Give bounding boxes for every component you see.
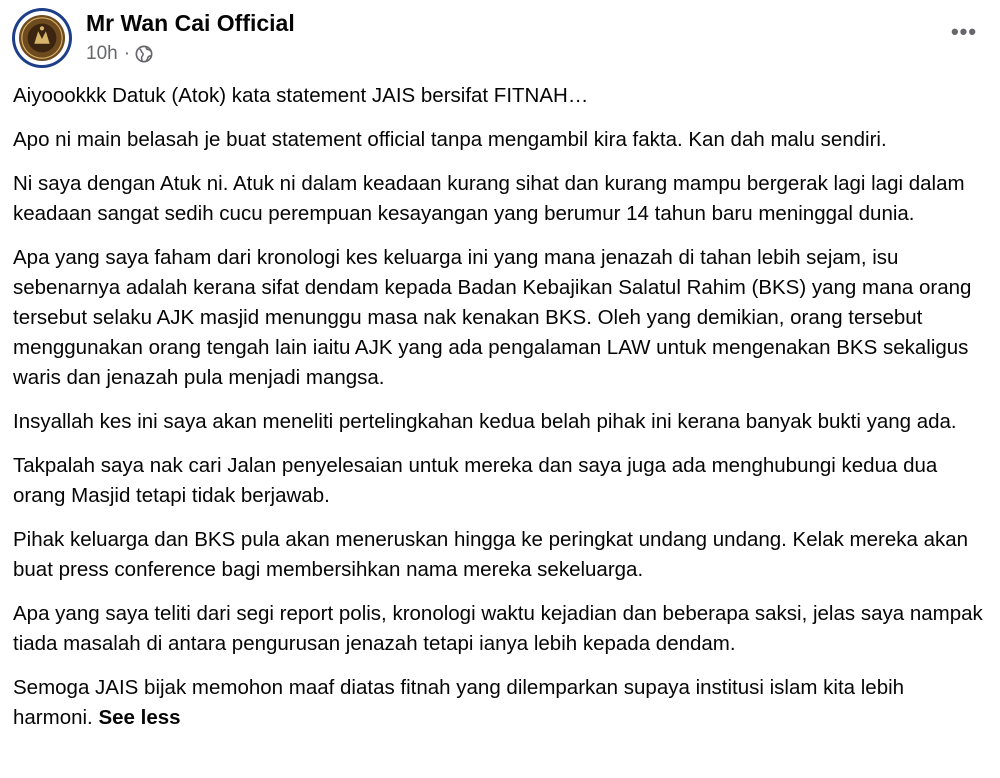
post-paragraph: Ni saya dengan Atuk ni. Atuk ni dalam keadaan kurang sihat dan kurang mampu bergerak lagi lagi dalam keadaan sangat sedih cucu perempuan kesayangan yang berumur 14 tahun baru meninggal dunia. [13, 172, 965, 225]
globe-icon[interactable] [135, 45, 153, 63]
post-paragraph-text: Semoga JAIS bijak memohon maaf diatas fitnah yang dilemparkan supaya institusi islam kita lebih harmoni. [13, 676, 905, 729]
post-paragraph: Apo ni main belasah je buat statement official tanpa mengambil kira fakta. Kan dah malu sendiri. [13, 128, 887, 151]
post-paragraph: Apa yang saya teliti dari segi report polis, kronologi waktu kejadian dan beberapa saksi, jelas saya nampak tiada masalah di antara pengurusan jenazah tetapi ianya lebih kepada dendam. [13, 602, 983, 655]
post-body [13, 81, 988, 747]
post-paragraph: Apa yang saya faham dari kronologi kes keluarga ini yang mana jenazah di tahan lebih sejam, isu sebenarnya adalah kerana sifat dendam kepada Badan Kebajikan Salatul Rahim (BKS) yang mana orang tersebut selaku AJK masjid menunggu masa nak kenakan BKS. Oleh yang demikian, orang tersebut menggunakan orang tengah lain iaitu AJK yang ada pengalaman LAW untuk mengenakan BKS sekaligus waris dan jenazah pula menjadi mangsa. [13, 246, 972, 389]
post-meta [86, 42, 153, 66]
author-name[interactable]: Mr Wan Cai Official [86, 10, 295, 36]
avatar[interactable] [12, 8, 72, 68]
meta-separator: · [123, 43, 131, 64]
avatar-emblem-icon [18, 14, 66, 62]
post-timestamp[interactable]: 10h [86, 43, 118, 64]
post-paragraph: Pihak keluarga dan BKS pula akan meneruskan hingga ke peringkat undang undang. Kelak mereka akan buat press conference bagi membersihkan nama mereka sekeluarga. [13, 528, 969, 581]
avatar-inner [15, 11, 69, 65]
more-options-button[interactable] [946, 20, 982, 44]
post-paragraph: Takpalah saya nak cari Jalan penyelesaian untuk mereka dan saya juga ada menghubungi kedua dua orang Masjid tetapi tidak berjawab. [13, 454, 938, 507]
post-paragraph-last [13, 673, 988, 733]
post-header [12, 8, 988, 72]
post-paragraph: Aiyoookkk Datuk (Atok) kata statement JAIS bersifat FITNAH… [13, 84, 589, 107]
more-options-icon: ••• [950, 19, 978, 44]
post-paragraph: Insyallah kes ini saya akan meneliti pertelingkahan kedua belah pihak ini kerana banyak bukti yang ada. [13, 410, 957, 433]
see-less-link[interactable]: See less [98, 706, 181, 729]
